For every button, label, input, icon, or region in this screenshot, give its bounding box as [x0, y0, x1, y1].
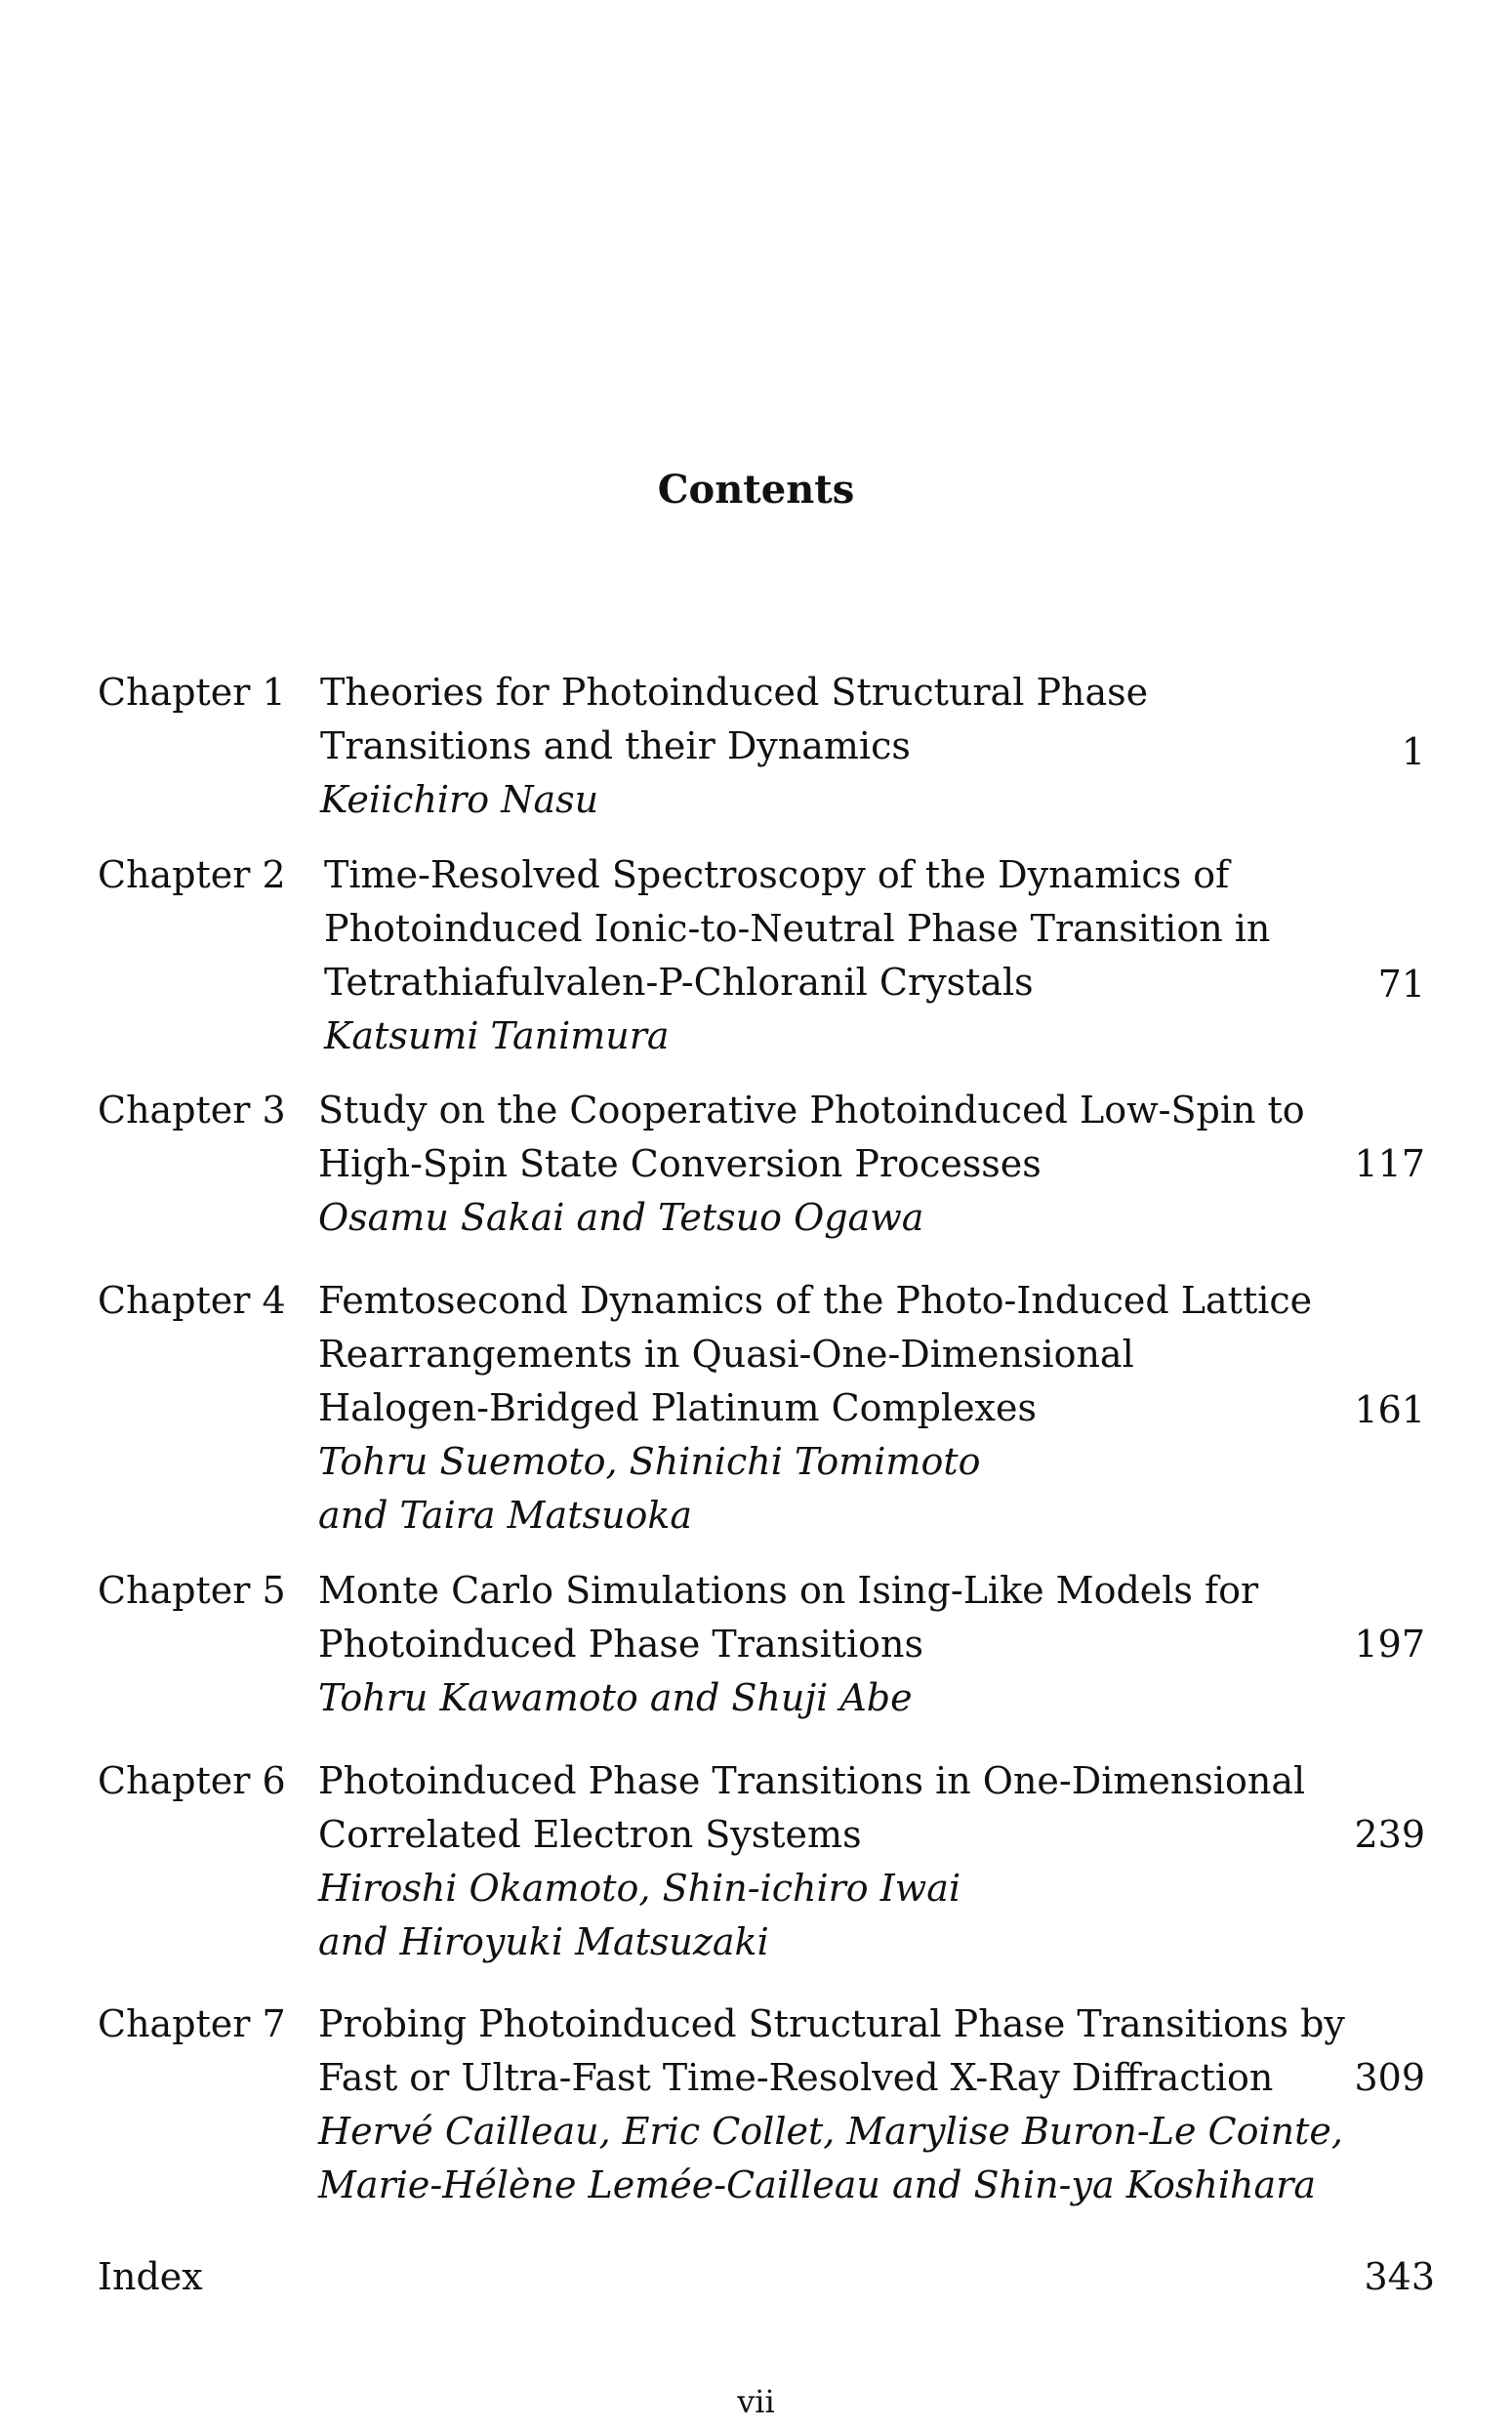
chapter-title-line: Fast or Ultra-Fast Time-Resolved X-Ray Diffraction: [318, 2056, 1274, 2099]
chapter-page-number: 1: [1401, 730, 1425, 773]
chapter-body: [318, 1754, 1306, 1969]
chapter-author-line: Tohru Suemoto, Shinichi Tomimoto: [318, 1440, 981, 1483]
chapter-author-line: and Taira Matsuoka: [318, 1494, 693, 1537]
chapter-title-line: Probing Photoinduced Structural Phase Transitions by: [318, 2002, 1345, 2045]
chapter-title-line: Transitions and their Dynamics: [320, 724, 911, 767]
toc-entry-chapter-4[interactable]: [98, 1274, 1425, 1543]
toc-entry-chapter-6[interactable]: [98, 1754, 1425, 1969]
chapter-author-line: and Hiroyuki Matsuzaki: [318, 1920, 769, 1963]
chapter-label: Chapter 1: [98, 671, 286, 714]
chapter-title-line: Theories for Photoinduced Structural Phase: [320, 671, 1149, 714]
chapter-author-line: Osamu Sakai and Tetsuo Ogawa: [318, 1196, 924, 1239]
chapter-title-line: Femtosecond Dynamics of the Photo-Induced Lattice: [318, 1279, 1313, 1322]
chapter-author-line: Tohru Kawamoto and Shuji Abe: [318, 1676, 913, 1719]
chapter-title-line: Halogen-Bridged Platinum Complexes: [318, 1386, 1037, 1429]
toc-entry-chapter-5[interactable]: [98, 1564, 1425, 1725]
chapter-author-line: Keiichiro Nasu: [320, 778, 599, 821]
chapter-title-line: Study on the Cooperative Photoinduced Low-Spin to: [318, 1089, 1305, 1132]
chapter-title-line: Correlated Electron Systems: [318, 1813, 862, 1856]
chapter-title-line: Time-Resolved Spectroscopy of the Dynamics of: [324, 853, 1230, 896]
chapter-author-line: Katsumi Tanimura: [324, 1014, 670, 1057]
chapter-author-line: Hervé Cailleau, Eric Collet, Marylise Buron-Le Cointe,: [318, 2110, 1343, 2153]
toc-entry-index[interactable]: [98, 2250, 1435, 2304]
toc-entry-chapter-7[interactable]: [98, 1997, 1425, 2212]
chapter-label: Chapter 5: [98, 1569, 286, 1612]
chapter-title-line: Rearrangements in Quasi-One-Dimensional: [318, 1333, 1134, 1376]
page-title: Contents: [657, 467, 855, 513]
chapter-title-line: High-Spin State Conversion Processes: [318, 1142, 1042, 1185]
chapter-label: Chapter 4: [98, 1279, 286, 1322]
chapter-label: Chapter 6: [98, 1759, 286, 1802]
chapter-title-line: Monte Carlo Simulations on Ising-Like Models for: [318, 1569, 1259, 1612]
chapter-title-line: Photoinduced Phase Transitions in One-Dimensional: [318, 1759, 1306, 1802]
chapter-label: Chapter 7: [98, 2002, 286, 2045]
chapter-body: [318, 1564, 1294, 1725]
chapter-body: [320, 666, 1296, 827]
page-folio: vii: [737, 2383, 775, 2420]
chapter-label: Chapter 2: [98, 853, 286, 896]
chapter-author-line: Hiroshi Okamoto, Shin-ichiro Iwai: [318, 1867, 961, 1910]
chapter-body: [318, 1274, 1313, 1543]
chapter-body: [318, 1997, 1345, 2212]
chapter-title-line: Photoinduced Ionic-to-Neutral Phase Transition in: [324, 907, 1271, 950]
chapter-page-number: 71: [1377, 963, 1425, 1006]
chapter-page-number: 161: [1354, 1388, 1425, 1431]
chapter-page-number: 197: [1354, 1623, 1425, 1666]
chapter-title-line: Photoinduced Phase Transitions: [318, 1623, 924, 1666]
toc-entry-chapter-1[interactable]: [98, 666, 1425, 827]
chapter-author-line: Marie-Hélène Lemée-Cailleau and Shin-ya Koshihara: [318, 2163, 1317, 2206]
chapter-page-number: 117: [1354, 1142, 1425, 1185]
chapter-body: [318, 1084, 1305, 1245]
chapter-label: Chapter 3: [98, 1089, 286, 1132]
chapter-page-number: 309: [1354, 2056, 1425, 2099]
chapter-page-number: 239: [1354, 1813, 1425, 1856]
index-page-number: 343: [1364, 2255, 1435, 2298]
toc-entry-chapter-2[interactable]: [98, 848, 1425, 1063]
index-label: Index: [98, 2255, 203, 2298]
chapter-title-line: Tetrathiafulvalen-P-Chloranil Crystals: [324, 961, 1034, 1004]
chapter-body: [324, 848, 1300, 1063]
toc-entry-chapter-3[interactable]: [98, 1084, 1425, 1245]
